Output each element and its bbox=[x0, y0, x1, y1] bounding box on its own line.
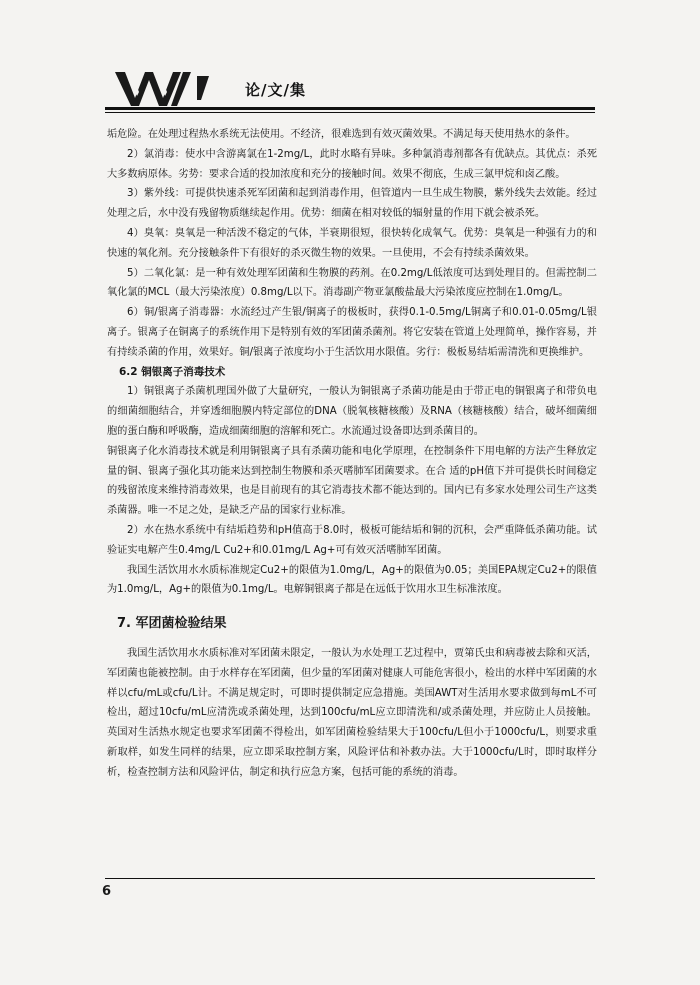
section-heading: 7. 军团菌检验结果 bbox=[117, 616, 227, 632]
paragraph: 5）二氧化氯：是一种有效处理军团菌和生物膜的药剂。在0.2mg/L低浓度可达到处理目的。但需控制二氧化氯的MCL（最大污染浓度）0.8mg/L以下。消毒副产物亚氯酸盐最大污染浓度应控制在1.0mg/L。 bbox=[107, 267, 597, 299]
paragraph: 垢危险。在处理过程热水系统无法使用。不经济，很难选到有效灭菌效果。不满足每天使用热水的条件。 bbox=[107, 129, 576, 140]
paragraph: 2）氯消毒：使水中含游离氯在1-2mg/L，此时水略有异味。多种氯消毒剂都各有优缺点。其优点：杀死大多数病原体。劣势：要求合适的投加浓度和充分的接触时间。效果不彻底，生成三氯甲烷和卤乙酸。 bbox=[107, 148, 597, 180]
page-header bbox=[105, 68, 595, 108]
header-rule bbox=[105, 107, 595, 110]
article-body bbox=[107, 125, 597, 783]
paragraph: 6）铜/银离子消毒器：水流经过产生银/铜离子的极板时，获得0.1-0.5mg/L铜离子和0.01-0.05mg/L银离子。银离子在铜离子的系统作用下是特别有效的军团菌杀菌剂。将它安装在管道上处理简单，操作容易，并有持续杀菌的作用，效果好。铜/银离子浓度均小于生活饮用水限值。劣行：极板易结垢需清洗和更换维护。 bbox=[107, 307, 597, 358]
paragraph: 我国生活饮用水水质标准对军团菌未限定，一般认为水处理工艺过程中，贾第氏虫和病毒被去除和灭活，军团菌也能被控制。由于水样存在军团菌，但少量的军团菌对健康人可能危害很小，检出的水样中军团菌的水样以cfu/mL或cfu/L计。不满足规定时，可即时提供制定应急措施。美国AWT对生活用水要求做到每mL不可检出，超过10cfu/mL应清洗或杀菌处理，达到100cfu/mL应立即清洗和/或杀菌处理，并应防止人员接触。英国对生活热水规定也要求军团菌不得检出，如军团菌检验结果大于100cfu/L但小于1000cfu/L，则要求重新取样，如发生同样的结果，应立即采取控制方案，风险评估和补救办法。大于1000cfu/L时，即时取样分析，检查控制方法和风险评估，制定和执行应急方案，包括可能的系统的消毒。 bbox=[107, 647, 597, 778]
journal-title: 论/文/集 bbox=[245, 81, 306, 99]
paragraph: 铜银离子化水消毒技术就是利用铜银离子具有杀菌功能和电化学原理，在控制条件下用电解的方法产生释放定量的铜、银离子强化其功能来达到控制生物膜和杀灭嗜肺军团菌要求。在合 适的pH值下并可提供长时间稳定的残留浓度来维持消毒效果，也是目前现有的其它消毒技术都不能达到的。国内已有多家水处理公司生产这类杀菌器。唯一不足之处，是缺乏产品的国家行业标准。 bbox=[107, 445, 597, 517]
page-number: 6 bbox=[102, 884, 112, 899]
footer-rule bbox=[105, 878, 595, 879]
paragraph: 2）水在热水系统中有结垢趋势和pH值高于8.0时，极板可能结垢和铜的沉积，会严重降低杀菌功能。试验证实电解产生0.4mg/L Cu2+和0.01mg/L Ag+可有效灭活嗜肺军团菌。 bbox=[107, 524, 597, 556]
paragraph: 4）臭氧：臭氧是一种活泼不稳定的气体，半衰期很短，很快转化成氧气。优势：臭氧是一种强有力的和快速的氧化剂。充分接触条件下有很好的杀灭微生物的效果。一旦使用，不会有持续杀菌效果。 bbox=[107, 227, 597, 259]
w-logo-icon bbox=[113, 70, 213, 108]
paragraph: 1）铜银离子杀菌机理国外做了大量研究，一般认为铜银离子杀菌功能是由于带正电的铜银离子和带负电的细菌细胞结合，并穿透细胞膜内特定部位的DNA（脱氧核糖核酸）及RNA（核糖核酸）结合，破坏细菌细胞的蛋白酶和呼吸酶，造成细菌细胞的溶解和死亡。水流通过设备即达到杀菌目的。 bbox=[107, 386, 597, 437]
header-rule-thin bbox=[105, 112, 595, 113]
paragraph: 我国生活饮用水水质标准规定Cu2+的限值为1.0mg/L，Ag+的限值为0.05；美国EPA规定Cu2+的限值为1.0mg/L，Ag+的限值为0.1mg/L。电解铜银离子都是在远低于饮用水卫生标准浓度。 bbox=[107, 564, 597, 596]
paragraph: 3）紫外线：可提供快速杀死军团菌和起到消毒作用，但管道内一旦生成生物膜，紫外线失去效能。经过处理之后，水中没有残留物质继续起作用。优势：细菌在相对较低的辐射量的作用下就会被杀死。 bbox=[107, 188, 597, 220]
subsection-heading: 6.2 铜银离子消毒技术 bbox=[119, 365, 226, 378]
